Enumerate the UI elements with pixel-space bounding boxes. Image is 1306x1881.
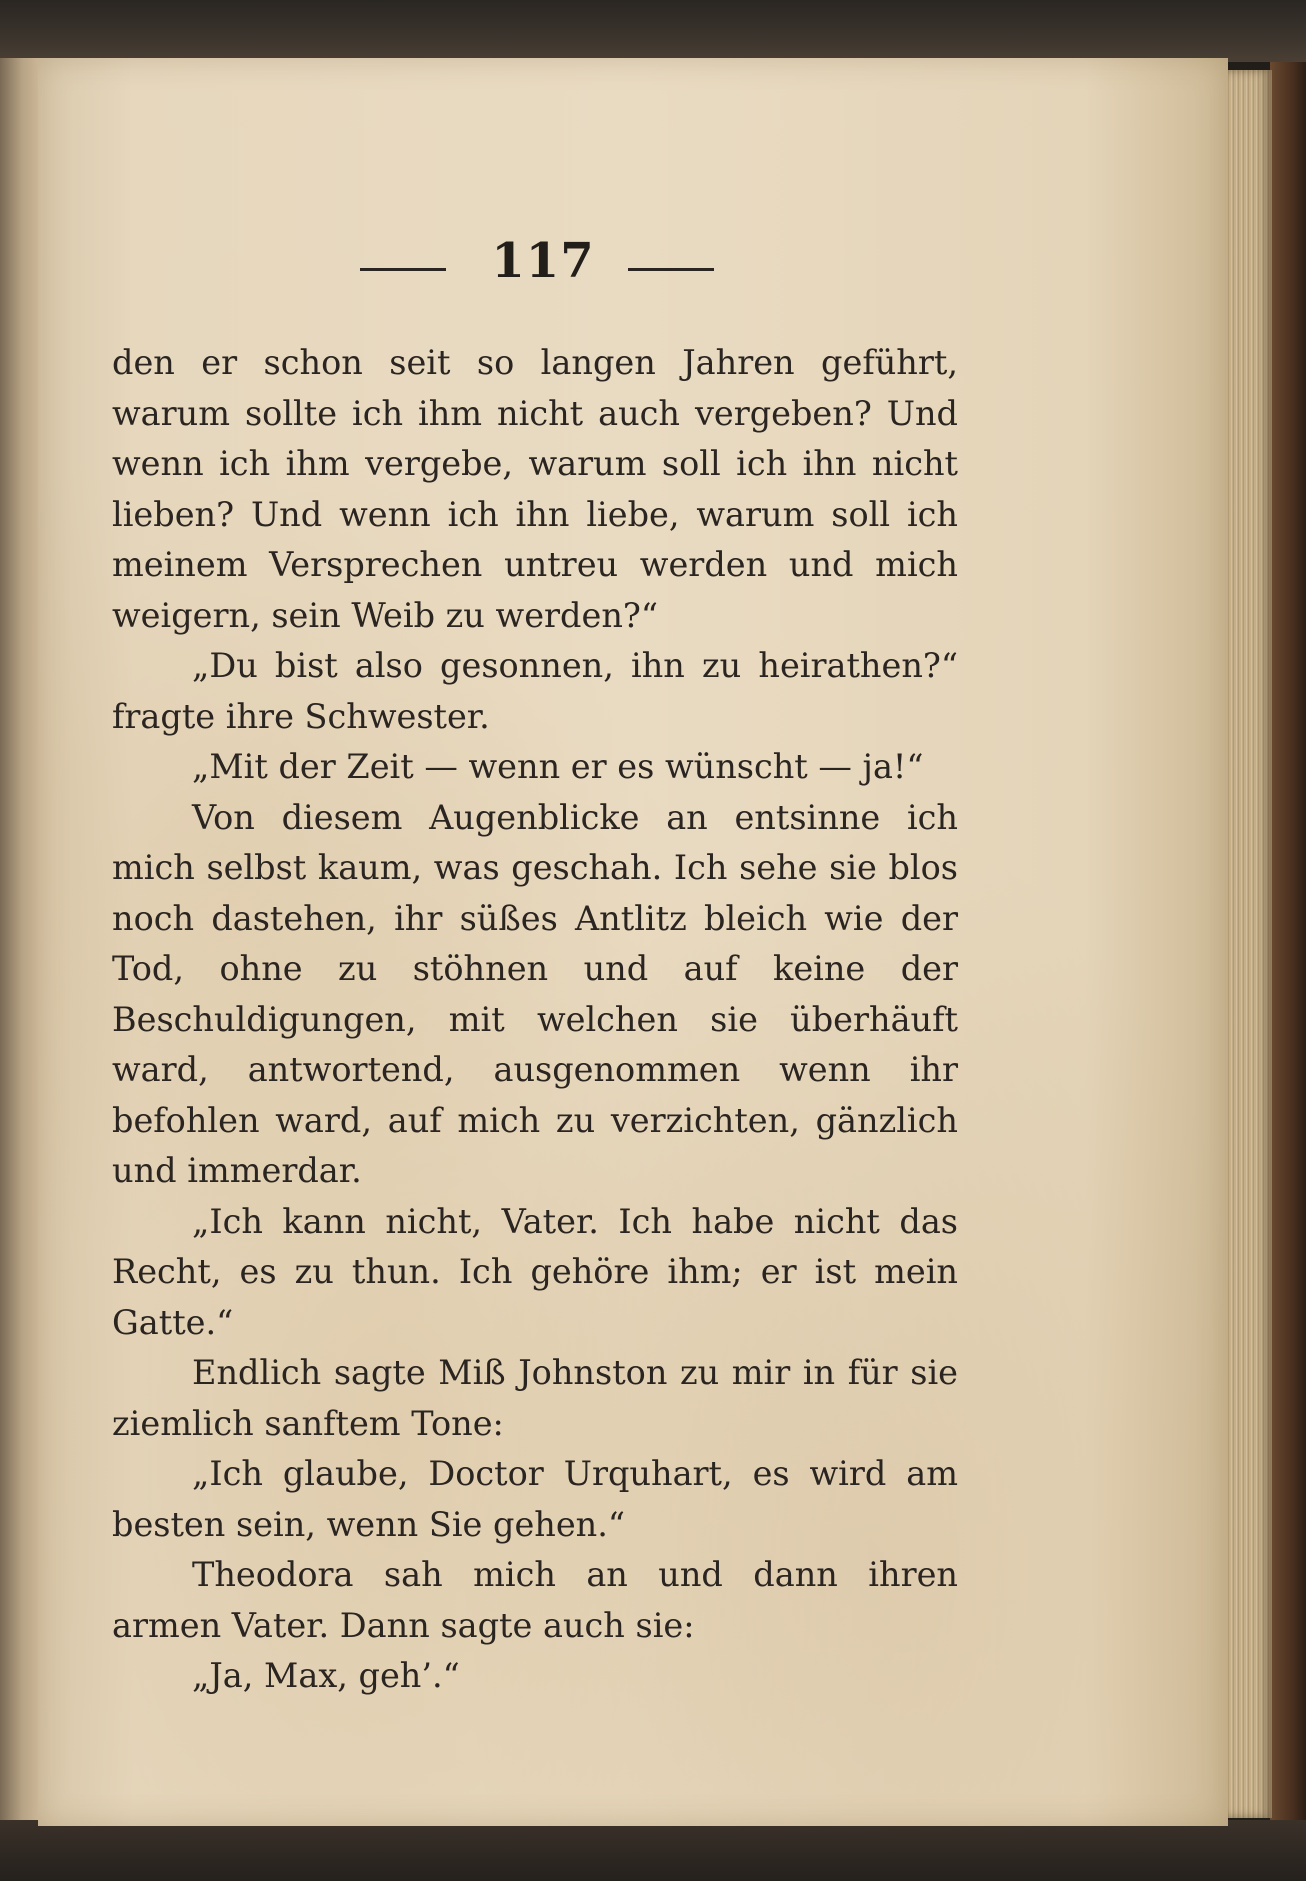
paragraph-5: „Ich kann nicht, Vater. Ich habe nicht das Recht, es zu thun. Ich gehöre ihm; er ist mein Gatte.“ <box>112 1201 958 1342</box>
paragraph-8: Theodora sah mich an und dann ihren armen Vater. Dann sagte auch sie: <box>112 1555 958 1645</box>
paragraph-6: Endlich sagte Miß Johnston zu mir in für sie ziemlich sanftem Tone: <box>112 1353 958 1443</box>
book-cover-top <box>0 0 1306 62</box>
paragraph-7: „Ich glaube, Doctor Urquhart, es wird am besten sein, wenn Sie gehen.“ <box>112 1454 958 1544</box>
paragraph-1: den er schon seit so langen Jahren geführt, warum sollte ich ihm nicht auch vergeben? Und wenn ich ihm vergebe, warum soll ich ihn nicht lieben? Und wenn ich ihn liebe, warum soll ich meinem Versprechen untreu werden und mich weigern, sein Weib zu werden?“ <box>112 343 958 635</box>
previous-page-edge <box>0 58 40 1826</box>
paragraph-3: „Mit der Zeit — wenn er es wünscht — ja!“ <box>192 747 924 786</box>
page-number: 117 <box>491 233 595 289</box>
paragraph-2: „Du bist also gesonnen, ihn zu heirathen?“ fragte ihre Schwester. <box>112 646 958 736</box>
body-text <box>112 338 958 1702</box>
header-rule-right <box>628 268 714 271</box>
book-binding <box>1270 62 1306 1822</box>
book-page <box>38 58 1228 1826</box>
header-rule-left <box>360 268 446 271</box>
paragraph-9: „Ja, Max, geh’.“ <box>192 1656 460 1695</box>
paragraph-4: Von diesem Augenblicke an entsinne ich mich selbst kaum, was geschah. Ich sehe sie blos noch dastehen, ihr süßes Antlitz bleich wie der Tod, ohne zu stöhnen und auf keine der Beschuldigungen, mit welchen sie überhäuft ward, antwortend, ausgenommen wenn ihr befohlen ward, auf mich zu verzichten, gänzlich und immerdar. <box>112 797 958 1190</box>
book-cover-bottom <box>0 1820 1306 1881</box>
page-header <box>38 233 1228 303</box>
